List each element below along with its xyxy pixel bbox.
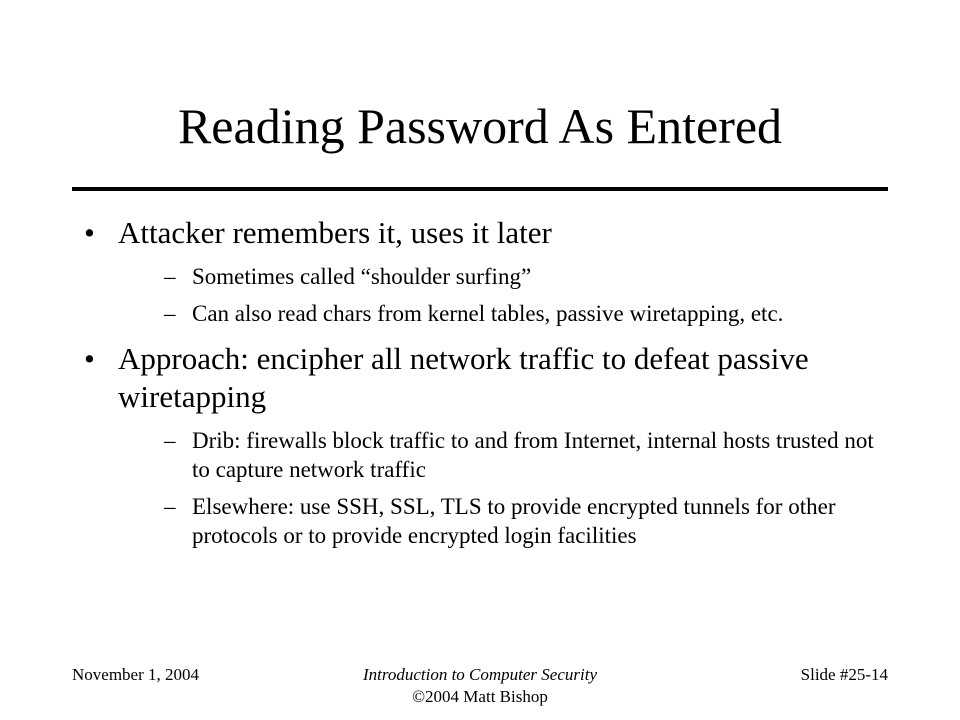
bullet-marker: • <box>84 341 95 376</box>
bullet-text: Attacker remembers it, uses it later <box>118 215 552 250</box>
dash-marker: – <box>164 264 176 289</box>
slide-title: Reading Password As Entered <box>177 98 783 154</box>
sub-bullet-text: Can also read chars from kernel tables, passive wiretapping, etc. <box>192 301 784 326</box>
dash-marker: – <box>164 301 176 326</box>
bullet-marker: • <box>84 215 95 250</box>
sub-bullet-item <box>118 262 884 291</box>
footer-date: November 1, 2004 <box>72 665 200 684</box>
sub-bullet-text: Drib: firewalls block traffic to and from Internet, internal hosts trusted not to capture network traffic <box>192 428 874 482</box>
sub-bullet-item <box>118 492 884 550</box>
dash-marker: – <box>164 428 176 453</box>
bullet-item <box>84 214 884 328</box>
title-divider <box>72 187 888 191</box>
slide-content <box>84 214 884 550</box>
dash-marker: – <box>164 494 176 519</box>
bullet-text: Approach: encipher all network traffic to defeat passive wiretapping <box>118 341 809 414</box>
sub-bullet-item <box>118 426 884 484</box>
sub-bullet-text: Sometimes called “shoulder surfing” <box>192 264 532 289</box>
footer-course-title: Introduction to Computer Security <box>362 665 598 684</box>
footer-copyright: ©2004 Matt Bishop <box>412 687 548 706</box>
footer-center <box>280 664 680 708</box>
bullet-item <box>84 340 884 550</box>
footer-slide-number: Slide #25-14 <box>800 665 888 684</box>
sub-bullet-item <box>118 299 884 328</box>
sub-bullet-text: Elsewhere: use SSH, SSL, TLS to provide encrypted tunnels for other protocols or to provide encrypted login facilities <box>192 494 836 548</box>
